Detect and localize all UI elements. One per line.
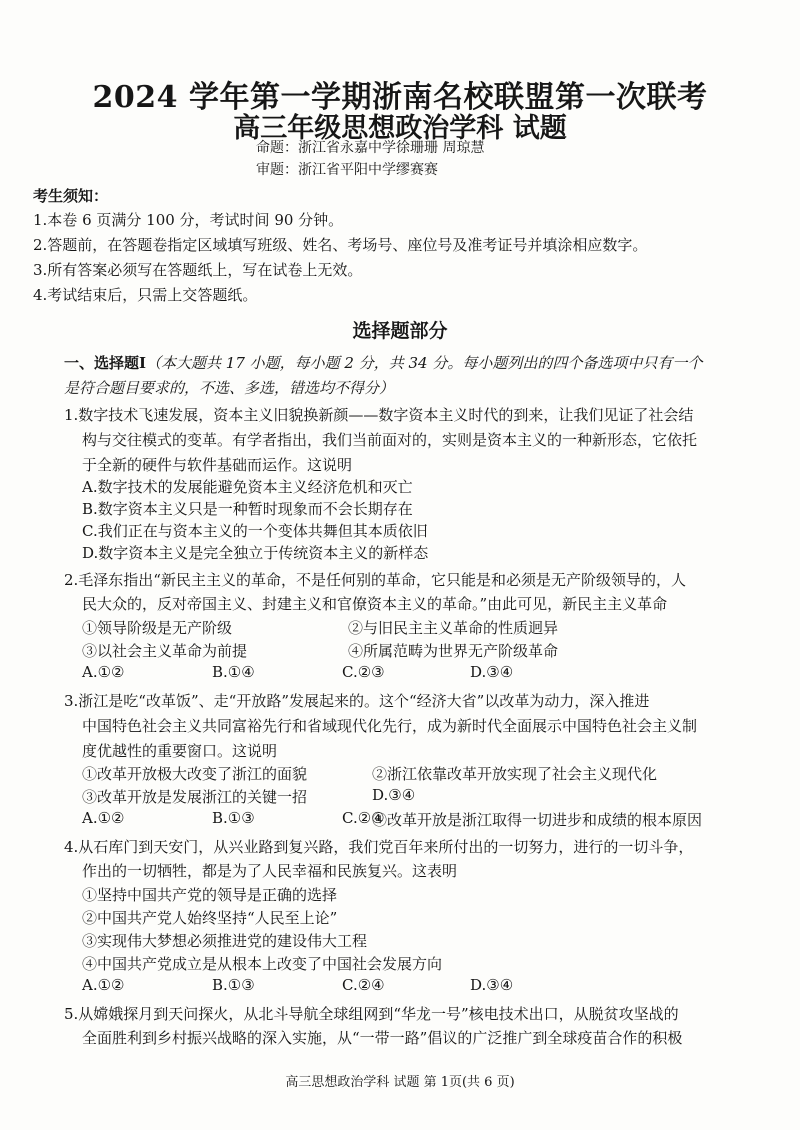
q4-choice-c: C.②④ <box>342 976 385 994</box>
notice-item: 2.答题前，在答题卷指定区域填写班级、姓名、考场号、座位号及准考证号并填涂相应数字。 <box>33 236 648 254</box>
q2-item: ①领导阶级是无产阶级 <box>82 619 233 637</box>
q2-item: ③以社会主义革命为前提 <box>82 642 248 660</box>
section-instruction <box>64 352 702 373</box>
section-title: 选择题部分 <box>352 320 448 342</box>
q3-choice-a: A.①② <box>82 809 125 827</box>
q2-choice-d: D.③④ <box>470 663 514 681</box>
notice-item: 3.所有答案必须写在答题纸上，写在试卷上无效。 <box>33 261 363 279</box>
q1-option-a: A.数字技术的发展能避免资本主义经济危机和灭亡 <box>82 478 413 496</box>
q2-stem: 2.毛泽东指出“新民主主义的革命，不是任何别的革命，它只能是和必须是无产阶级领导的，人 <box>64 571 686 589</box>
q4-choice-d: D.③④ <box>470 976 514 994</box>
q3-choice-d: D.③④ <box>372 786 416 804</box>
q2-choice-a: A.①② <box>82 663 125 681</box>
section-instruction-text: （本大题共 17 小题，每小题 2 分，共 34 分。每小题列出的四个备选项中只有一个 <box>146 354 703 372</box>
q2-item: ②与旧民主主义革命的性质迥异 <box>348 619 559 637</box>
q1-option-d: D.数字资本主义是完全独立于传统资本主义的新样态 <box>82 544 429 562</box>
q2-stem: 民大众的，反对帝国主义、封建主义和官僚资本主义的革命。”由此可见，新民主主义革命 <box>82 595 668 613</box>
q5-stem: 5.从嫦娥探月到天问探火，从北斗导航全球组网到“华龙一号”核电技术出口，从脱贫攻坚战的 <box>64 1005 679 1023</box>
notice-item: 1.本卷 6 页满分 100 分，考试时间 90 分钟。 <box>33 211 344 229</box>
notice-heading: 考生须知： <box>33 187 109 205</box>
section-instruction-cont: 是符合题目要求的，不选、多选，错选均不得分） <box>64 379 395 397</box>
q1-stem: 构与交往模式的变革。有学者指出，我们当前面对的，实则是资本主义的一种新形态，它依托 <box>82 431 698 449</box>
q4-choice-a: A.①② <box>82 976 125 994</box>
q3-stem: 3.浙江是吃“改革饭”、走“开放路”发展起来的。这个“经济大省”以改革为动力，深入推进 <box>64 692 650 710</box>
q2-choice-c: C.②③ <box>342 663 385 681</box>
q3-choice-c: C.②④ <box>342 809 385 827</box>
exam-subtitle: 高三年级思想政治学科 试题 <box>233 113 567 144</box>
q4-choice-b: B.①③ <box>212 976 255 994</box>
q5-stem: 全面胜利到乡村振兴战略的深入实施，从“一带一路”倡议的广泛推广到全球疫苗合作的积极 <box>82 1029 683 1047</box>
section-instruction-prefix: 一、选择题Ⅰ <box>64 354 147 372</box>
q2-item: ④所属范畴为世界无产阶级革命 <box>348 642 559 660</box>
q4-stem: 作出的一切牺牲，都是为了人民幸福和民族复兴。这表明 <box>82 862 458 880</box>
q4-stem: 4.从石库门到天安门，从兴业路到复兴路，我们党百年来所付出的一切努力，进行的一切斗争， <box>64 838 694 856</box>
reviewer-credit: 审题：浙江省平阳中学缪赛赛 <box>256 162 438 178</box>
q1-stem: 1.数字技术飞速发展，资本主义旧貌换新颜——数字资本主义时代的到来，让我们见证了社会结 <box>64 406 694 424</box>
q3-stem: 中国特色社会主义共同富裕先行和省域现代化先行，成为新时代全面展示中国特色社会主义制 <box>82 717 698 735</box>
q3-item: ③改革开放是发展浙江的关键一招 <box>82 788 308 806</box>
q1-option-b: B.数字资本主义只是一种暂时现象而不会长期存在 <box>82 500 413 518</box>
q3-item: ②浙江依靠改革开放实现了社会主义现代化 <box>372 765 658 783</box>
q3-item: ①改革开放极大改变了浙江的面貌 <box>82 765 308 783</box>
q1-option-c: C.我们正在与资本主义的一个变体共舞但其本质依旧 <box>82 522 428 540</box>
notice-item: 4.考试结束后，只需上交答题纸。 <box>33 286 258 304</box>
q3-choice-b: B.①③ <box>212 809 255 827</box>
q2-choice-b: B.①④ <box>212 663 255 681</box>
q4-item: ①坚持中国共产党的领导是正确的选择 <box>82 886 338 904</box>
q3-stem: 度优越性的重要窗口。这说明 <box>82 742 278 760</box>
exam-title: 2024 学年第一学期浙南名校联盟第一次联考 <box>92 80 708 115</box>
q4-item: ③实现伟大梦想必须推进党的建设伟大工程 <box>82 932 368 950</box>
author-credit: 命题：浙江省永嘉中学徐珊珊 周琼慧 <box>256 140 485 156</box>
q1-stem: 于全新的硬件与软件基础而运作。这说明 <box>82 456 353 474</box>
page-footer: 高三思想政治学科 试题 第 1页(共 6 页) <box>285 1075 515 1090</box>
q4-item: ④中国共产党成立是从根本上改变了中国社会发展方向 <box>82 955 443 973</box>
q3-item: ④改革开放是浙江取得一切进步和成绩的根本原因 <box>372 811 703 829</box>
q4-item: ②中国共产党人始终坚持“人民至上论” <box>82 909 338 927</box>
